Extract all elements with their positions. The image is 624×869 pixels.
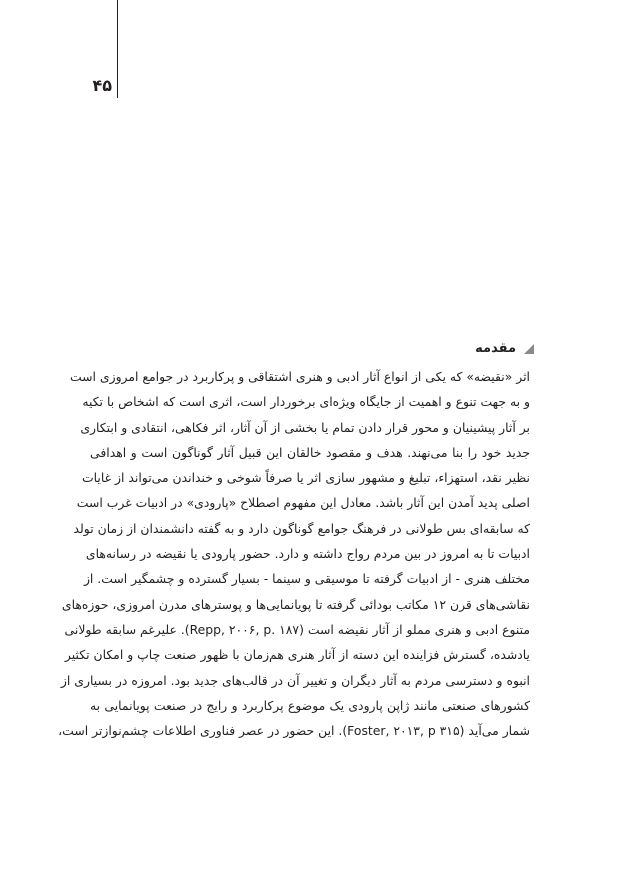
paragraph-line: جدید خود را بنا می‌نهند. هدف و مقصود خالقان این قبیل آثار گوناگون است و اهدافی (90, 444, 530, 460)
body-paragraph (58, 364, 530, 743)
paragraph-line: کشورهای صنعتی مانند ژاپن پارودی یک موضوع پرکاربرد و رایج در صنعت پویانمایی به (90, 697, 530, 713)
paragraph-line: اصلی پدید آمدن این آثار باشد. معادل این مفهوم اصطلاح «پارودی» در ادبیات غرب است (76, 495, 530, 511)
paragraph-line: ادبیات تا به امروز در بین مردم رواج داشته و دارد. حضور پارودی یا نقیضه در رسانه‌های (85, 546, 530, 562)
paragraph-line: و به جهت تنوع و اهمیت از جایگاه ویژه‌ای برخوردار است، اثری است که اشخاص با تکیه (82, 394, 530, 410)
triangle-marker-icon (524, 344, 534, 354)
page-number: ۴۵ (92, 76, 112, 95)
paragraph-line: شمار می‌آید (Foster, ۲۰۱۳, p ۳۱۵). این حضور در عصر فناوری اطلاعات چشم‌نوازتر است، (58, 723, 530, 739)
paragraph-line: نظیر نقد، استهزاء، تبلیغ و مشهور سازی اثر یا صرفاً شوخی و خنداندن می‌تواند از غایات (81, 470, 530, 486)
paragraph-line: بر آثار پیشینیان و محور قرار دادن تمام یا بخشی از آن آثار، اثر فکاهی، انتقادی و ابتکاری (80, 419, 530, 435)
paragraph-line: انبوه و دسترسی مردم به آثار دیگران و تغییر آن در قالب‌های جدید بود. امروزه در بسیاری از (60, 672, 530, 688)
paragraph-line: که سابقه‌ای بس طولانی در فرهنگ جوامع گوناگون دارد و به گفته دانشمندان از زمان تولد (73, 520, 530, 536)
paragraph-line: یادشده، گسترش فزاینده این دسته از آثار هنری هم‌زمان با ظهور صنعت چاپ و امکان تکثیر (64, 647, 530, 663)
section-heading-title: مقدمه (475, 341, 516, 356)
paragraph-line: اثر «نقیضه» که یکی از انواع آثار ادبی و هنری اشتقاقی و پرکاربرد در جوامع امروزی است (69, 369, 530, 384)
paragraph-line: نقاشی‌های قرن ۱۲ مکاتب بودائی گرفته تا پویانمایی‌ها و پوسترهای مدرن امروزی، حوزه‌های (61, 596, 530, 612)
paragraph-line: مختلف هنری - از ادبیات گرفته تا موسیقی و سینما - بسیار گسترده و چشمگیر است. از (83, 571, 530, 587)
paragraph-line: متنوع ادبی و هنری مملو از آثار نقیضه است (Repp, ۲۰۰۶, p. ۱۸۷). علیرغم سابقه طولانی (64, 621, 530, 637)
page-header-rule (117, 0, 118, 98)
section-heading (475, 339, 534, 359)
